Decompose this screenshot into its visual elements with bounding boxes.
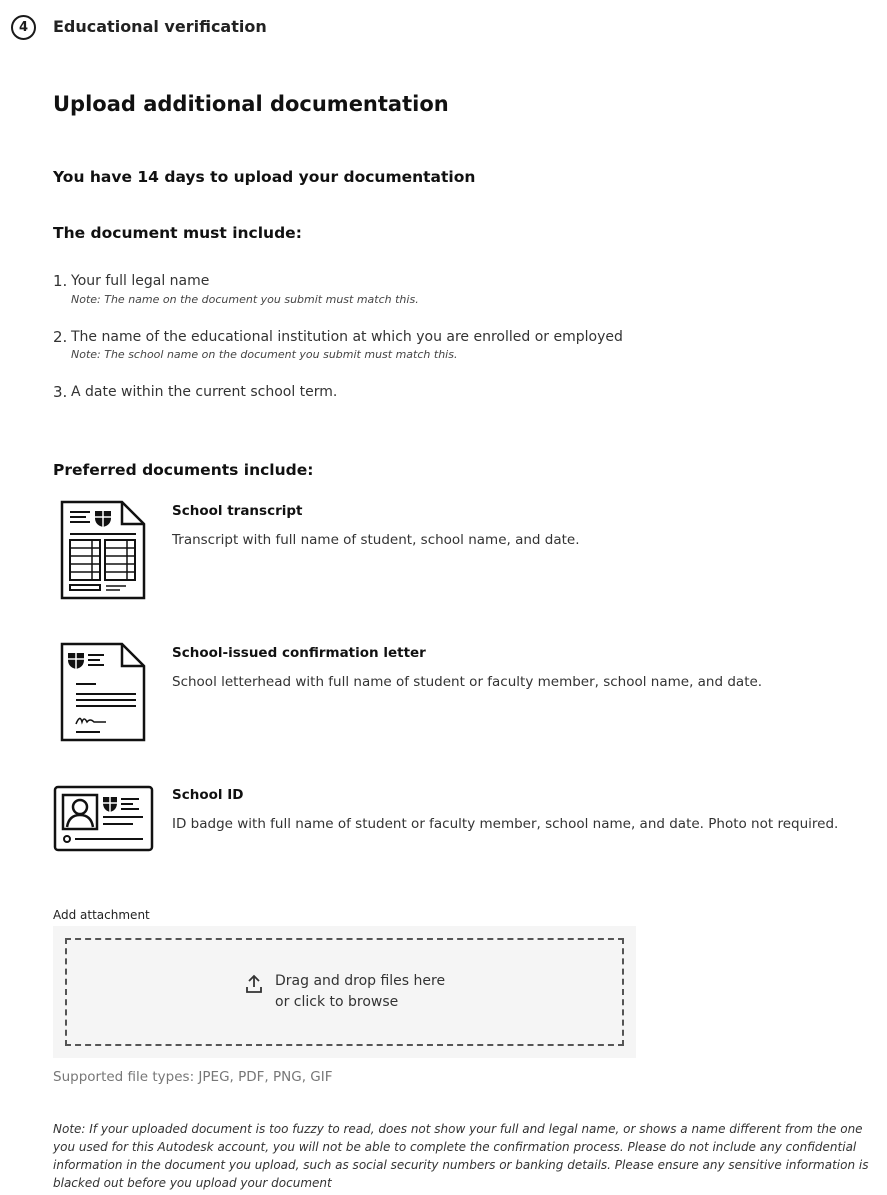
requirement-text: A date within the current school term.	[71, 384, 338, 400]
step-number: 4	[18, 20, 29, 35]
document-description: School letterhead with full name of student or faculty member, school name, and date.	[172, 674, 763, 690]
requirement-number: 2.	[53, 328, 68, 346]
footnote: Note: If your uploaded document is too fuzzy to read, does not show your full and legal name, or shows a name different from the one you used for this Autodesk account, you will not be able to complete the confirmation process. Please do not include any confidential information in the document you upload, such as social security numbers or banking details. Please ensure any sensitive information is blacked out before you upload your document	[53, 1122, 869, 1190]
browse-files-text[interactable]: or click to browse	[275, 994, 399, 1010]
deadline-text: You have 14 days to upload your documentation	[53, 168, 476, 186]
requirement-text: The name of the educational institution at which you are enrolled or employed	[71, 329, 623, 345]
preferred-heading: Preferred documents include:	[53, 461, 314, 479]
file-dropzone[interactable]	[53, 926, 636, 1058]
letter-icon	[60, 642, 146, 748]
document-title: School transcript	[172, 503, 303, 519]
step-title: Educational verification	[53, 17, 267, 36]
page-title: Upload additional documentation	[53, 92, 449, 116]
document-description: ID badge with full name of student or faculty member, school name, and date. Photo not required.	[172, 816, 839, 832]
requirement-text: Your full legal name	[71, 273, 210, 289]
document-title: School-issued confirmation letter	[172, 645, 426, 661]
upload-icon	[245, 974, 263, 998]
step-number-badge	[11, 15, 36, 40]
add-attachment-label: Add attachment	[53, 908, 150, 922]
dropzone-border[interactable]	[65, 938, 624, 1046]
requirement-note: Note: The name on the document you submit must match this.	[71, 293, 419, 306]
drop-files-text: Drag and drop files here	[275, 973, 446, 989]
id-card-icon	[53, 785, 155, 857]
document-title: School ID	[172, 787, 244, 803]
requirement-note: Note: The school name on the document you submit must match this.	[71, 348, 458, 361]
supported-file-types: Supported file types: JPEG, PDF, PNG, GIF	[53, 1069, 333, 1085]
must-include-heading: The document must include:	[53, 224, 302, 242]
transcript-icon	[60, 500, 146, 606]
document-description: Transcript with full name of student, school name, and date.	[172, 532, 580, 548]
requirement-number: 3.	[53, 383, 68, 401]
requirement-number: 1.	[53, 272, 68, 290]
